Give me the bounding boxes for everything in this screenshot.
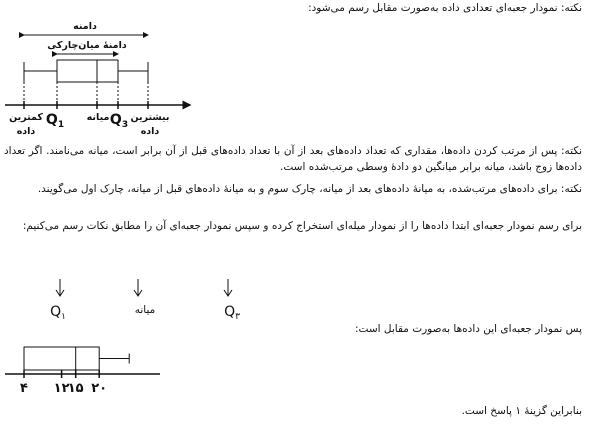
procedure-text: برای رسم نمودار جعبه‌ای ابتدا داده‌ها را از نمودار میله‌ای استخراج کرده و سپس نمودار جعبه‌ای آن را مطابق نکات رسم می‌کنیم: (22, 220, 582, 232)
median-label: میانه (86, 112, 110, 123)
marker-median: میانه (134, 304, 156, 316)
q1-label: $Q_1$ (45, 112, 65, 130)
tick-label: ۴ (20, 381, 28, 396)
tick-label: ۱۵ (67, 381, 84, 396)
max-label-line2: داده (140, 126, 160, 137)
boxplot-group (5, 347, 160, 396)
iqr-label: دامنهٔ میان‌چارکی (47, 40, 127, 51)
tick-label: ۱۲ (53, 381, 70, 396)
max-label: بیشترین (130, 112, 170, 123)
marker-q1: $Q_۱$ (50, 304, 66, 322)
range-label: دامنه (73, 21, 97, 32)
answer-text: بنابراین گزینهٔ ۱ پاسخ است. (461, 405, 582, 417)
q3-label: $Q_3$ (109, 112, 129, 130)
boxplot-caption: پس نمودار جعبه‌ای این داده‌ها به‌صورت مقابل است: (354, 323, 582, 335)
note-intro: نکته: نمودار جعبه‌ای تعدادی داده به‌صورت مقابل رسم می‌شود: (308, 2, 582, 14)
min-label-line2: داده (16, 126, 36, 137)
box (24, 347, 99, 370)
tick-label: ۲۰ (91, 381, 108, 396)
min-label: کمترین (9, 112, 43, 123)
marker-q3: $Q_۳$ (224, 304, 240, 322)
quartile-note: نکته: برای داده‌های مرتب‌شده، به میانهٔ داده‌های بعد از میانه، چارک سوم و به میانهٔ داده‌های قبل از میانه، چارک اول می‌گویند. (37, 183, 582, 195)
median-note: نکته: پس از مرتب کردن داده‌ها، مقداری که تعداد داده‌های بعد از آن با تعداد داده‌های قبل از آن برابر است، میانه می‌نامند. اگر تعداد داده‌ها زوج باشد، میانه برابر میانگین دو دادهٔ وسطی مرتب‌شده است. (4, 145, 582, 173)
